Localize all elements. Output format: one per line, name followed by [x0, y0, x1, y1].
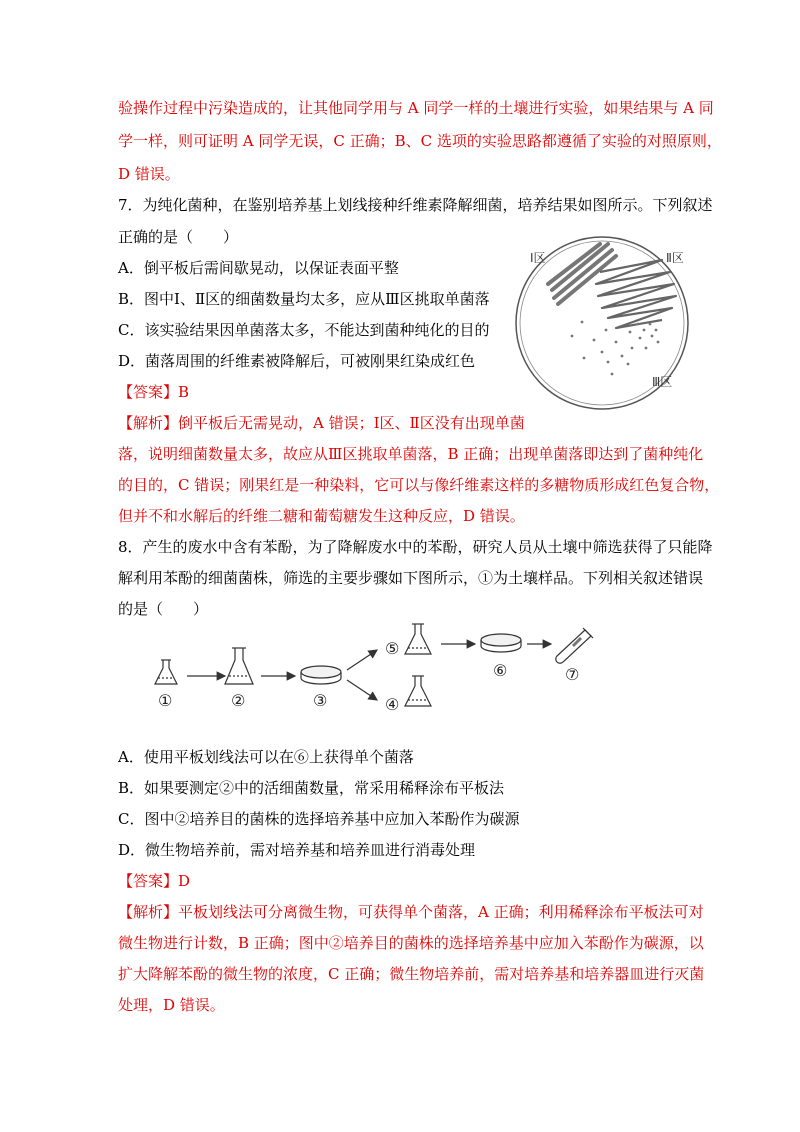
arrow-3-4 — [347, 680, 377, 700]
label-6: ⑥ — [493, 661, 508, 680]
zone-2-streaks — [596, 260, 676, 328]
q7-option-a: A．倒平板后需间歇晃动，以保证表面平整 — [118, 259, 399, 277]
q7-stem-line-2: 正确的是（ ） — [118, 228, 239, 246]
label-7: ⑦ — [565, 665, 580, 684]
q7-stem-line-1: 7．为纯化菌种，在鉴别培养基上划线接种纤维素降解细菌，培养结果如图所示。下列叙述 — [118, 196, 713, 214]
prev-analysis-line-1: 验操作过程中污染造成的，让其他同学用与 A 同学一样的土壤进行实验，如果结果与 A 同 — [118, 99, 714, 117]
q8-option-d: D．微生物培养前，需对培养基和培养皿进行消毒处理 — [118, 841, 476, 859]
q7-option-c: C．该实验结果因单菌落太多，不能达到菌种纯化的目的 — [118, 321, 490, 339]
q8-stem-line-3: 的是（ ） — [118, 600, 209, 618]
q7-analysis-line-1: 【解析】倒平板后无需晃动，A 错误；Ⅰ区、Ⅱ区没有出现单菌 — [118, 414, 525, 432]
label-3: ③ — [313, 691, 328, 710]
q8-answer: 【答案】D — [118, 872, 191, 890]
label-2: ② — [231, 691, 246, 710]
q7-answer: 【答案】B — [118, 383, 190, 401]
flask-2-icon — [225, 648, 253, 684]
q7-analysis-line-3: 的目的，C 错误；刚果红是一种染料，它可以与像纤维素这样的多糖物质形成红色复合物， — [118, 476, 720, 494]
zone-2-label: Ⅱ区 — [666, 251, 684, 265]
q7-petri-dish-figure — [512, 232, 692, 414]
q8-analysis-line-1: 【解析】平板划线法可分离微生物，可获得单个菌落，A 正确；利用稀释涂布平板法可对 — [118, 903, 704, 921]
label-1: ① — [158, 691, 173, 710]
flask-1-icon — [155, 660, 177, 684]
zone-1-label: Ⅰ区 — [530, 251, 546, 265]
q8-analysis-line-2: 微生物进行计数，B 正确；图中②培养目的菌株的选择培养基中应加入苯酚作为碳源，以 — [118, 934, 704, 952]
q8-option-c: C．图中②培养目的菌株的选择培养基中应加入苯酚作为碳源 — [118, 810, 520, 828]
q8-option-b: B．如果要测定②中的活细菌数量，常采用稀释涂布平板法 — [118, 779, 505, 797]
prev-analysis-line-3: D 错误。 — [118, 165, 180, 183]
flask-4-icon — [405, 676, 431, 706]
dish-3-icon — [301, 666, 341, 684]
zone-3-label: Ⅲ区 — [652, 375, 673, 389]
q7-option-d: D．菌落周围的纤维素被降解后，可被刚果红染成红色 — [118, 352, 476, 370]
q7-analysis-line-2: 落，说明细菌数量太多，故应从Ⅲ区挑取单菌落，B 正确；出现单菌落即达到了菌种纯化 — [118, 445, 704, 463]
label-4: ④ — [385, 695, 400, 714]
label-5: ⑤ — [385, 639, 400, 658]
prev-analysis-line-2: 学一样，则可证明 A 同学无误，C 正确；B、C 选项的实验思路都遵循了实验的对照原则， — [118, 132, 722, 150]
dish-6-icon — [481, 634, 521, 652]
arrow-3-5 — [347, 650, 377, 670]
q8-stem-line-2: 解利用苯酚的细菌菌株，筛选的主要步骤如下图所示，①为土壤样品。下列相关叙述错误 — [118, 569, 704, 587]
q7-option-b: B．图中Ⅰ、Ⅱ区的细菌数量均太多，应从Ⅲ区挑取单菌落 — [118, 290, 490, 308]
q8-analysis-line-3: 扩大降解苯酚的微生物的浓度，C 正确；微生物培养前，需对培养基和培养器皿进行灭菌 — [118, 965, 705, 983]
q8-analysis-line-4: 处理，D 错误。 — [118, 996, 225, 1014]
q8-stem-line-1: 8．产生的废水中含有苯酚，为了降解废水中的苯酚，研究人员从土壤中筛选获得了只能降 — [118, 538, 713, 556]
test-tube-7-icon — [556, 628, 593, 663]
q8-option-a: A．使用平板划线法可以在⑥上获得单个菌落 — [118, 748, 414, 766]
flask-5-icon — [405, 624, 431, 654]
q7-analysis-line-4: 但并不和水解后的纤维二糖和葡萄糖发生这种反应，D 错误。 — [118, 507, 525, 525]
zone-3-colonies — [571, 321, 660, 376]
q8-procedure-diagram — [145, 620, 605, 714]
